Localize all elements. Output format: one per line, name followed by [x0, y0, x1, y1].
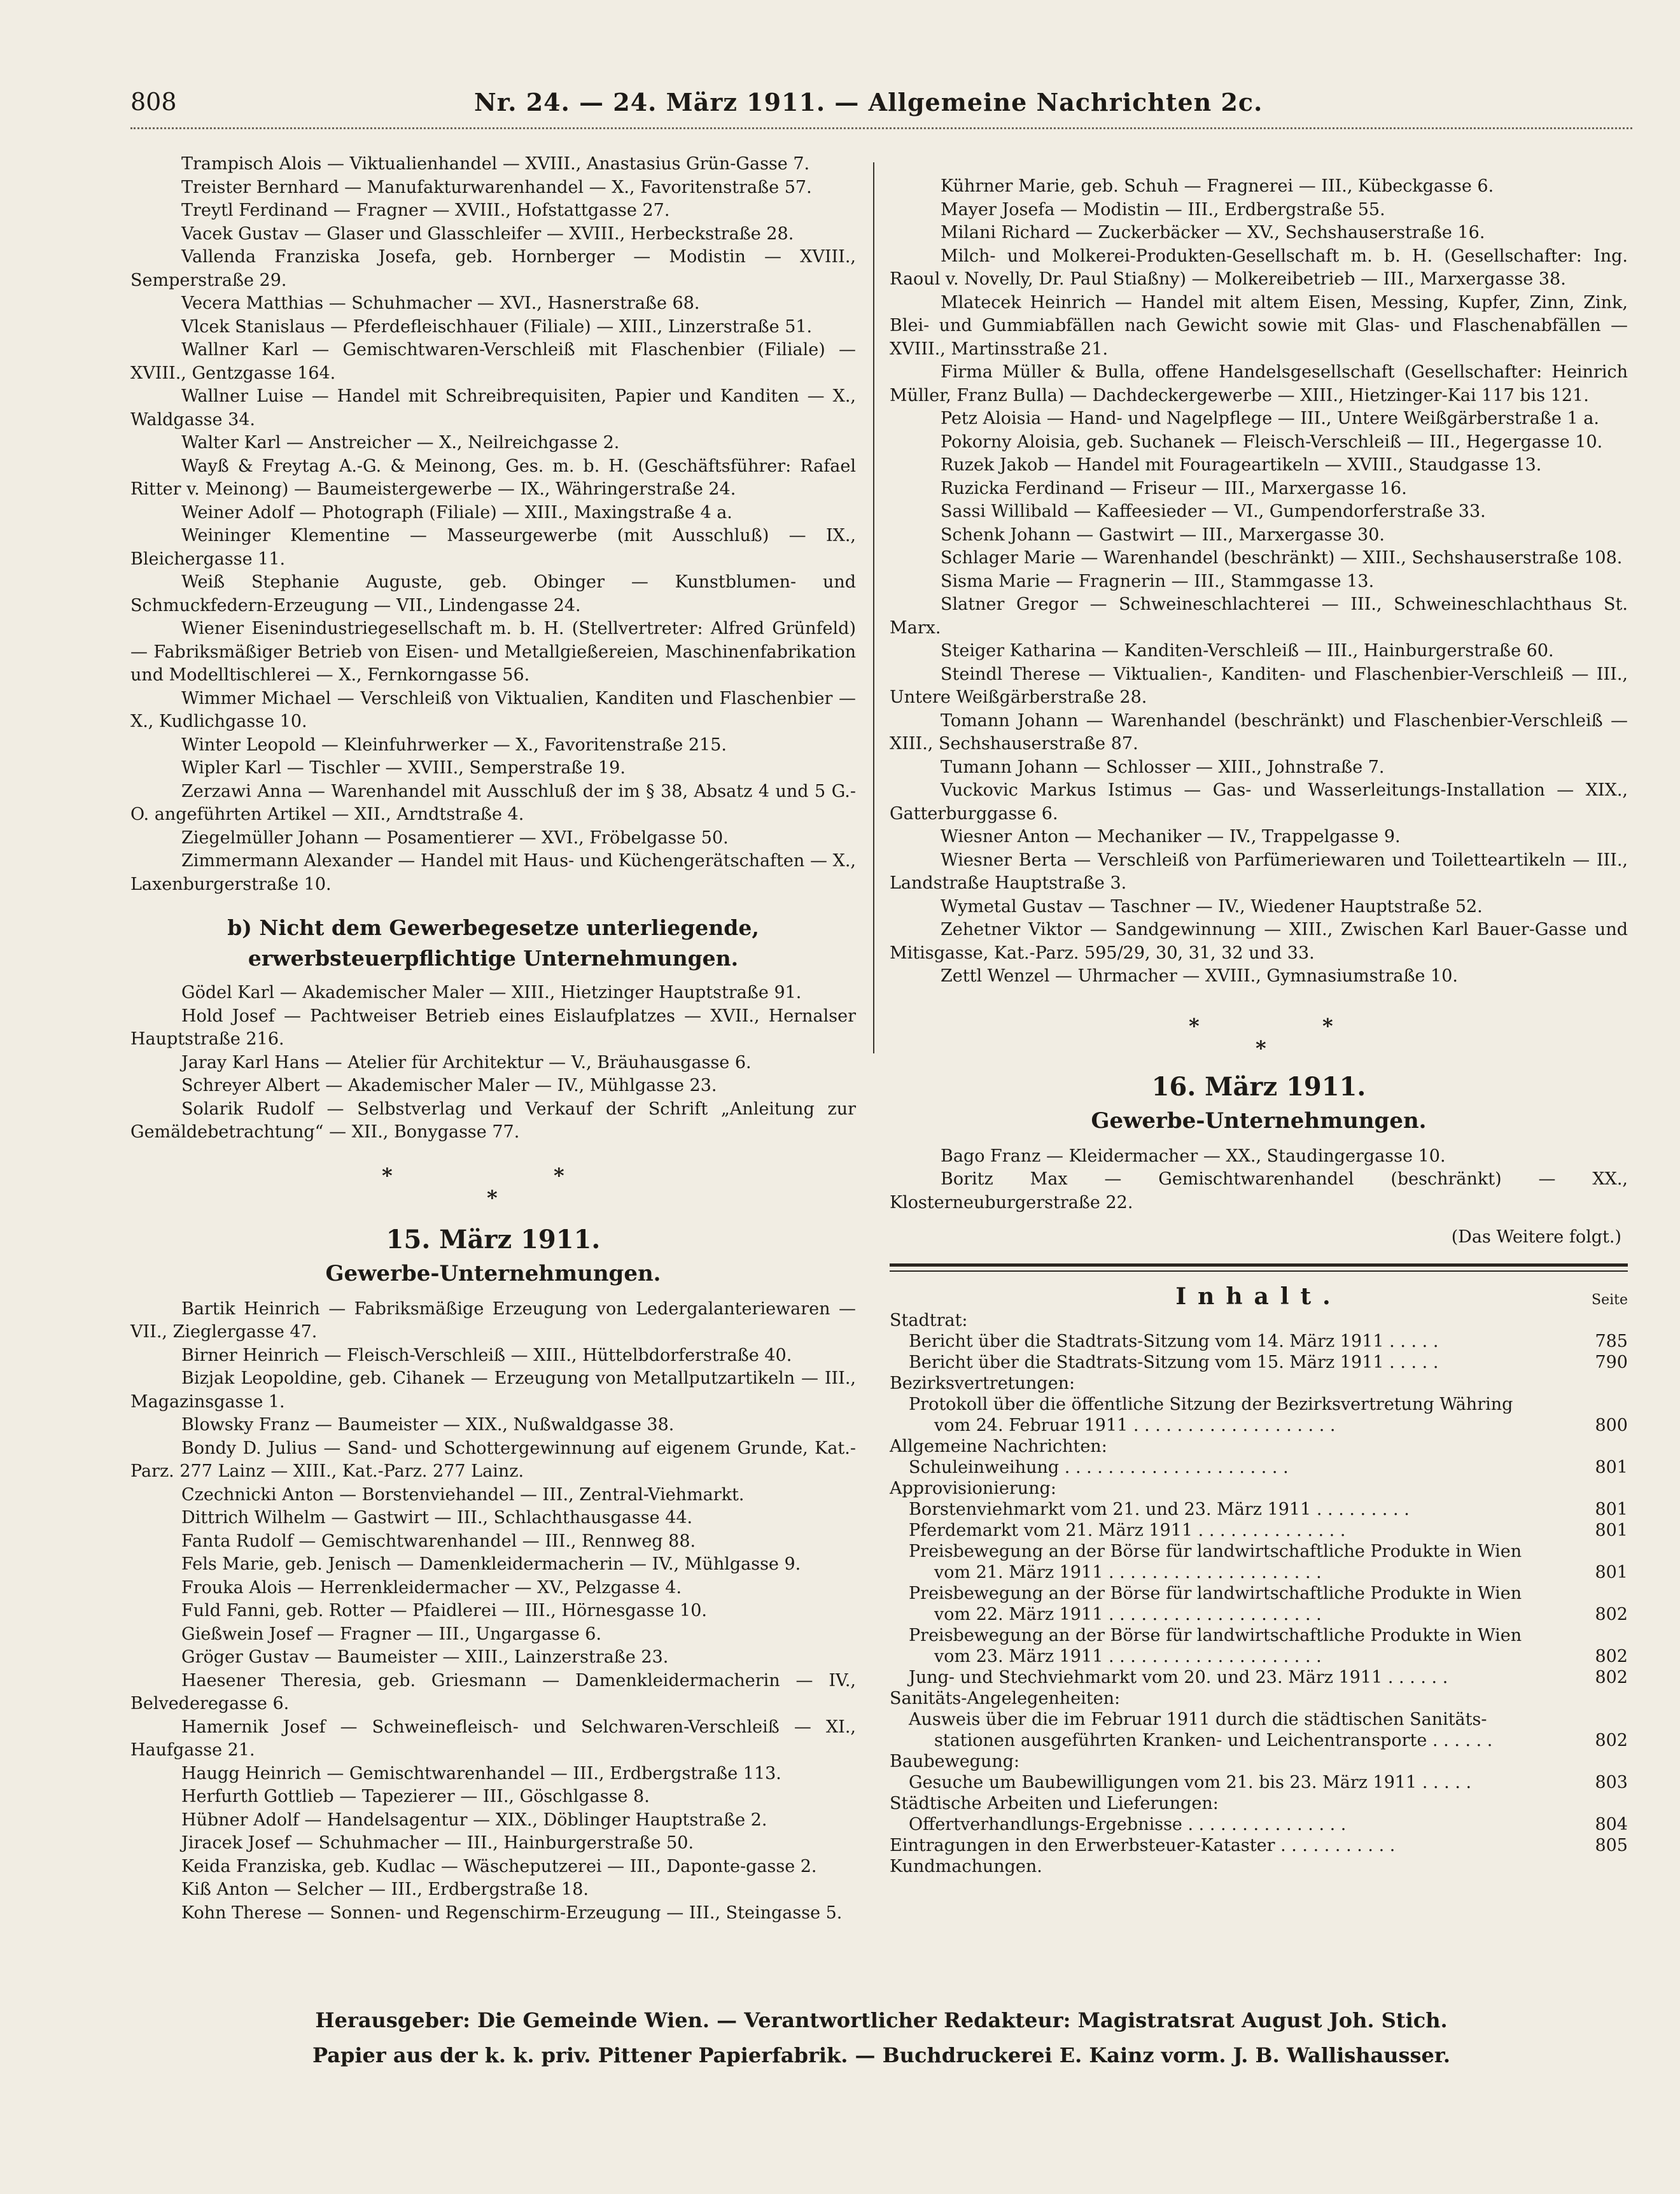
entry-text: Wayß & Freytag A.-G. & Meinong, Ges. m. b. H. (Geschäftsführer: Rafael Ritter v. Meinong) — Baumeistergewerbe — IX., Währingerstraße 24. — [130, 456, 856, 499]
list-item — [130, 1005, 856, 1051]
list-item — [890, 918, 1628, 965]
entry-text: Wiesner Berta — Verschleiß von Parfümeriewaren und Toiletteartikeln — III., Landstraße Hauptstraße 3. — [890, 850, 1628, 893]
list-item — [890, 454, 1628, 477]
toc-label: Städtische Arbeiten und Lieferungen: — [890, 1794, 1219, 1813]
toc-page-number: 802 — [1595, 1605, 1628, 1624]
entry-text: Frouka Alois — Herrenkleidermacher — XV., Pelzgasse 4. — [181, 1577, 682, 1598]
entry-text: Wimmer Michael — Verschleiß von Viktualien, Kanditen und Flaschenbier — X., Kudlichgasse 10. — [130, 688, 856, 731]
toc-label: Preisbewegung an der Börse für landwirtschaftliche Produkte in Wien — [909, 1584, 1522, 1603]
entry-text: Kohn Therese — Sonnen- und Regenschirm-Erzeugung — III., Steingasse 5. — [181, 1902, 843, 1923]
date-heading: 15. März 1911. — [386, 1224, 601, 1255]
toc-label: Stadtrat: — [890, 1311, 968, 1330]
entry-text: Boritz Max — Gemischtwarenhandel (beschränkt) — XX., Klosterneuburgerstraße 22. — [890, 1169, 1628, 1213]
entry-text: Vuckovic Markus Istimus — Gas- und Wasserleitungs-Installation — XIX., Gatterburggasse 6. — [890, 780, 1628, 824]
entry-text: Slatner Gregor — Schweineschlachterei — III., Schweineschlachthaus St. Marx. — [890, 594, 1628, 638]
entry-list — [130, 153, 856, 896]
toc-label: Bericht über die Stadtrats-Sitzung vom 14. März 1911 . . . . . — [909, 1332, 1439, 1351]
toc-label: Borstenviehmarkt vom 21. und 23. März 1911 . . . . . . . . . — [909, 1500, 1410, 1519]
asterisk: * — [1256, 1036, 1266, 1060]
entry-text: Schreyer Albert — Akademischer Maler — IV., Mühlgasse 23. — [181, 1076, 717, 1095]
toc-row — [890, 1814, 1628, 1835]
entry-text: Treister Bernhard — Manufakturwarenhandel — X., Favoritenstraße 57. — [181, 177, 812, 197]
list-item — [130, 757, 856, 780]
entry-text: Wiesner Anton — Mechaniker — IV., Trappelgasse 9. — [941, 827, 1401, 847]
entry-text: Hold Josef — Pachtweiser Betrieb eines Eislaufplatzes — XVII., Hernalser Hauptstraße 216. — [130, 1006, 856, 1049]
toc-row — [890, 1751, 1628, 1772]
asterisk: * — [487, 1185, 498, 1210]
entry-text: Hamernik Josef — Schweinefleisch- und Selchwaren-Verschleiß — XI., Haufgasse 21. — [130, 1717, 856, 1760]
list-item — [130, 1878, 856, 1902]
entry-text: Sisma Marie — Fragnerin — III., Stammgasse 13. — [941, 571, 1375, 591]
toc-row — [890, 1835, 1628, 1856]
entry-text: Winter Leopold — Kleinfuhrwerker — X., Favoritenstraße 215. — [181, 735, 727, 755]
entry-text: Weiner Adolf — Photograph (Filiale) — XIII., Maxingstraße 4 a. — [181, 502, 732, 523]
toc-page-number: 801 — [1595, 1521, 1628, 1540]
list-item — [130, 734, 856, 757]
toc-page-number: 804 — [1595, 1815, 1628, 1834]
entry-text: Treytl Ferdinand — Fragner — XVIII., Hofstattgasse 27. — [181, 200, 670, 220]
list-item — [890, 431, 1628, 454]
toc-row — [890, 1772, 1628, 1793]
toc-page-number: 805 — [1595, 1836, 1628, 1855]
list-item — [130, 1600, 856, 1623]
list-item — [890, 849, 1628, 896]
toc-row — [890, 1709, 1628, 1730]
entry-text: Zettl Wenzel — Uhrmacher — XVIII., Gymnasiumstraße 10. — [941, 966, 1458, 986]
toc-row — [890, 1625, 1628, 1646]
entry-text: Bago Franz — Kleidermacher — XX., Staudingergasse 10. — [941, 1146, 1446, 1166]
list-item — [130, 1832, 856, 1855]
toc-label: vom 21. März 1911 . . . . . . . . . . . . . . . . . . . . — [934, 1563, 1322, 1582]
toc-label: vom 24. Februar 1911 . . . . . . . . . . . . . . . . . . . — [934, 1416, 1336, 1435]
entry-text: Dittrich Wilhelm — Gastwirt — III., Schlachthausgasse 44. — [181, 1508, 693, 1528]
toc-row — [890, 1688, 1628, 1709]
list-item — [130, 176, 856, 200]
toc-label: Pferdemarkt vom 21. März 1911 . . . . . . . . . . . . . . — [909, 1521, 1346, 1540]
list-item — [890, 407, 1628, 431]
list-item — [130, 385, 856, 432]
column-divider — [873, 162, 874, 1053]
entry-text: Czechnicki Anton — Borstenviehandel — III., Zentral-Viehmarkt. — [181, 1484, 745, 1505]
entry-text: Tomann Johann — Warenhandel (beschränkt) und Flaschenbier-Verschleiß — XIII., Sechshauserstraße 87. — [890, 710, 1628, 754]
list-item — [130, 1577, 856, 1600]
list-item — [890, 663, 1628, 710]
toc-label: Eintragungen in den Erwerbsteuer-Kataster . . . . . . . . . . . — [890, 1836, 1396, 1855]
toc-row — [890, 1856, 1628, 1877]
entry-text: Wiener Eisenindustriegesellschaft m. b. H. (Stellvertreter: Alfred Grünfeld) — Fabriksmäßiger Betrieb von Eisen- und Metallgießereien, Maschinenfabrikation und Modelltischlerei — X., Fernkorngasse 56. — [130, 619, 856, 685]
list-item — [890, 779, 1628, 826]
toc-label: Protokoll über die öffentliche Sitzung der Bezirksvertretung Währing — [909, 1395, 1513, 1414]
list-item — [890, 500, 1628, 524]
entry-text: Firma Müller & Bulla, offene Handelsgesellschaft (Gesellschafter: Heinrich Müller, Franz Bulla) — Dachdeckergewerbe — XIII., Hietzinger-Kai 117 bis 121. — [890, 362, 1628, 405]
list-item — [130, 850, 856, 896]
entry-text: Gröger Gustav — Baumeister — XIII., Lainzerstraße 23. — [181, 1647, 669, 1667]
toc-label: Preisbewegung an der Börse für landwirtschaftliche Produkte in Wien — [909, 1542, 1522, 1561]
table-of-contents — [890, 1310, 1628, 1877]
list-item — [130, 1670, 856, 1716]
list-item — [130, 1785, 856, 1809]
toc-label: stationen ausgeführten Kranken- und Leichentransporte . . . . . . — [934, 1731, 1493, 1750]
list-item — [890, 199, 1628, 222]
right-column — [890, 175, 1628, 1877]
list-item — [130, 455, 856, 502]
entry-text: Walter Karl — Anstreicher — X., Neilreichgasse 2. — [181, 433, 620, 453]
entry-text: Tumann Johann — Schlosser — XIII., Johnstraße 7. — [941, 757, 1385, 777]
toc-row — [890, 1457, 1628, 1478]
list-item — [130, 1074, 856, 1098]
list-item — [130, 199, 856, 223]
entry-text: Fels Marie, geb. Jenisch — Damenkleidermacherin — IV., Mühlgasse 9. — [181, 1554, 801, 1574]
asterisk: * — [554, 1163, 564, 1188]
list-item — [890, 1145, 1628, 1169]
toc-page-number: 801 — [1595, 1563, 1628, 1582]
toc-label: Offertverhandlungs-Ergebnisse . . . . . . . . . . . . . . . — [909, 1815, 1347, 1834]
entry-text: Gödel Karl — Akademischer Maler — XIII., Hietzinger Hauptstraße 91. — [181, 983, 802, 1002]
list-item — [890, 640, 1628, 663]
entry-text: Zimmermann Alexander — Handel mit Haus- und Küchengerätschaften — X., Laxenburgerstraße 10. — [130, 851, 856, 894]
toc-title-text: Inhalt. — [1175, 1283, 1342, 1310]
entry-text: Birner Heinrich — Fleisch-Verschleiß — XIII., Hüttelbdorferstraße 40. — [181, 1345, 792, 1365]
list-item — [130, 292, 856, 316]
entry-text: Petz Aloisia — Hand- und Nagelpflege — III., Untere Weißgärberstraße 1 a. — [941, 409, 1599, 428]
entry-text: Steiger Katharina — Kanditen-Verschleiß — III., Hainburgerstraße 60. — [941, 641, 1554, 661]
toc-page-number: 790 — [1595, 1353, 1628, 1372]
entry-text: Ruzek Jakob — Handel mit Fourageartikeln — XVIII., Staudgasse 13. — [941, 455, 1542, 475]
toc-rule — [890, 1263, 1628, 1267]
entry-text: Steindl Therese — Viktualien-, Kanditen- und Flaschenbier-Verschleiß — III., Untere Weißgärberstraße 28. — [890, 664, 1628, 707]
page-number: 808 — [130, 88, 177, 116]
list-item — [130, 1484, 856, 1507]
toc-row — [890, 1373, 1628, 1394]
entry-text: Weininger Klementine — Masseurgewerbe (mit Ausschluß) — IX., Bleichergasse 11. — [130, 526, 856, 569]
header-rule — [130, 127, 1632, 136]
list-item — [890, 965, 1628, 988]
entry-text: Pokorny Aloisia, geb. Suchanek — Fleisch-Verschleiß — III., Hegergasse 10. — [941, 432, 1603, 452]
list-item — [130, 339, 856, 385]
toc-label: Sanitäts-Angelegenheiten: — [890, 1689, 1121, 1708]
list-item — [130, 1530, 856, 1554]
toc-row — [890, 1352, 1628, 1373]
continued-note: (Das Weitere folgt.) — [1451, 1227, 1621, 1247]
list-item — [130, 1507, 856, 1530]
left-column — [130, 153, 856, 1925]
entry-text: Mayer Josefa — Modistin — III., Erdbergstraße 55. — [941, 199, 1385, 220]
list-item — [890, 826, 1628, 849]
toc-label: vom 23. März 1911 . . . . . . . . . . . . . . . . . . . . — [934, 1647, 1322, 1666]
issue-title: Nr. 24. — 24. März 1911. — Allgemeine Nachrichten 2c. — [474, 88, 1263, 116]
entry-text: Weiß Stephanie Auguste, geb. Obinger — Kunstblumen- und Schmuckfedern-Erzeugung — VII., Lindengasse 24. — [130, 572, 856, 615]
toc-row — [890, 1331, 1628, 1352]
toc-label: Allgemeine Nachrichten: — [890, 1437, 1107, 1456]
toc-label: Preisbewegung an der Börse für landwirtschaftliche Produkte in Wien — [909, 1626, 1522, 1645]
toc-row — [890, 1394, 1628, 1415]
asterisk-separator — [130, 1144, 856, 1221]
list-item — [890, 1168, 1628, 1214]
toc-label: Baubewegung: — [890, 1752, 1020, 1771]
asterisk: * — [382, 1163, 393, 1188]
toc-label: Approvisionierung: — [890, 1479, 1056, 1498]
entry-text: Wymetal Gustav — Taschner — IV., Wiedener Hauptstraße 52. — [941, 896, 1483, 917]
list-item — [890, 756, 1628, 780]
toc-row — [890, 1499, 1628, 1520]
entry-text: Trampisch Alois — Viktualienhandel — XVIII., Anastasius Grün-Gasse 7. — [181, 154, 810, 174]
list-item — [130, 571, 856, 617]
toc-page-number: 801 — [1595, 1458, 1628, 1477]
entry-text: Kührner Marie, geb. Schuh — Fragnerei — III., Kübeckgasse 6. — [941, 176, 1494, 196]
list-item — [130, 1553, 856, 1577]
toc-page-number: 802 — [1595, 1668, 1628, 1687]
list-item — [890, 570, 1628, 594]
list-item — [130, 153, 856, 176]
entry-text: Blowsky Franz — Baumeister — XIX., Nußwaldgasse 38. — [181, 1415, 675, 1435]
toc-row — [890, 1667, 1628, 1688]
list-item — [130, 1437, 856, 1484]
toc-page-label: Seite — [1592, 1292, 1628, 1308]
page-header — [130, 83, 1632, 134]
list-item — [890, 245, 1628, 292]
list-item — [130, 1902, 856, 1925]
entry-text: Sassi Willibald — Kaffeesieder — VI., Gumpendorferstraße 33. — [941, 502, 1486, 521]
asterisk: * — [1322, 1013, 1333, 1038]
toc-page-number: 785 — [1595, 1332, 1628, 1351]
sub-heading: Gewerbe-Unternehmungen. — [1091, 1108, 1427, 1134]
entry-text: Milch- und Molkerei-Produkten-Gesellschaft m. b. H. (Gesellschafter: Ing. Raoul v. Novelly, Dr. Paul Stiaßny) — Molkereibetrieb — III., Marxergasse 38. — [890, 246, 1628, 289]
list-item — [130, 981, 856, 1005]
asterisk: * — [1189, 1013, 1200, 1038]
entry-text: Bartik Heinrich — Fabriksmäßige Erzeugung von Ledergalanteriewaren — VII., Zieglergasse 47. — [130, 1298, 856, 1342]
toc-row — [890, 1793, 1628, 1814]
toc-row — [890, 1520, 1628, 1541]
publisher-line: Herausgeber: Die Gemeinde Wien. — Verantwortlicher Redakteur: Magistratsrat August Joh. Stich. — [315, 2008, 1448, 2032]
entry-text: Ziegelmüller Johann — Posamentierer — XVI., Fröbelgasse 50. — [181, 827, 729, 848]
entry-text: Vlcek Stanislaus — Pferdefleischhauer (Filiale) — XIII., Linzerstraße 51. — [181, 316, 813, 337]
toc-label: Bericht über die Stadtrats-Sitzung vom 15. März 1911 . . . . . — [909, 1353, 1439, 1372]
toc-label: Kundmachungen. — [890, 1857, 1042, 1876]
entry-text: Haugg Heinrich — Gemischtwarenhandel — III., Erdbergstraße 113. — [181, 1763, 781, 1783]
entry-text: Kiß Anton — Selcher — III., Erdbergstraße 18. — [181, 1880, 589, 1899]
toc-page-number: 802 — [1595, 1647, 1628, 1666]
entry-text: Milani Richard — Zuckerbäcker — XV., Sechshauserstraße 16. — [941, 223, 1485, 243]
entry-text: Zehetner Viktor — Sandgewinnung — XIII., Zwischen Karl Bauer-Gasse und Mitisgasse, Kat.-Parz. 595/29, 30, 31, 32 und 33. — [890, 920, 1628, 963]
entry-text: Herfurth Gottlieb — Tapezierer — III., Göschlgasse 8. — [181, 1787, 650, 1806]
toc-row — [890, 1583, 1628, 1604]
list-item — [130, 1762, 856, 1786]
list-item — [130, 1367, 856, 1414]
entry-text: Gießwein Josef — Fragner — III., Ungargasse 6. — [181, 1624, 602, 1644]
list-item — [130, 1098, 856, 1144]
toc-row — [890, 1604, 1628, 1625]
toc-page-number: 802 — [1595, 1731, 1628, 1750]
entry-text: Solarik Rudolf — Selbstverlag und Verkauf der Schrift „Anleitung zur Gemäldebetrachtung“ — XII., Bonygasse 77. — [130, 1099, 856, 1142]
list-item — [130, 246, 856, 292]
list-item — [130, 1344, 856, 1368]
section-b-title: b) Nicht dem Gewerbegesetze unterliegende, erwerbsteuerpflichtige Unternehmungen. — [227, 915, 759, 971]
entry-text: Schlager Marie — Warenhandel (beschränkt) — XIII., Sechshauserstraße 108. — [941, 548, 1623, 568]
entry-text: Wallner Karl — Gemischtwaren-Verschleiß mit Flaschenbier (Filiale) — XVIII., Gentzgasse 164. — [130, 340, 856, 383]
entry-text: Wipler Karl — Tischler — XVIII., Semperstraße 19. — [181, 758, 626, 778]
list-item — [890, 710, 1628, 756]
list-item — [130, 524, 856, 571]
list-item — [890, 222, 1628, 245]
list-item — [130, 1646, 856, 1670]
entry-text: Jiracek Josef — Schuhmacher — III., Hainburgerstraße 50. — [181, 1833, 694, 1853]
toc-page-number: 803 — [1595, 1773, 1628, 1792]
toc-row — [890, 1646, 1628, 1667]
toc-label: Ausweis über die im Februar 1911 durch die städtischen Sanitäts- — [909, 1710, 1487, 1729]
entry-text: Keida Franziska, geb. Kudlac — Wäscheputzerei — III., Daponte-gasse 2. — [181, 1856, 817, 1876]
entry-text: Fanta Rudolf — Gemischtwarenhandel — III., Rennweg 88. — [181, 1531, 696, 1551]
entry-text: Bizjak Leopoldine, geb. Cihanek — Erzeugung von Metallputzartikeln — III., Magazinsgasse 1. — [130, 1368, 856, 1412]
toc-row — [890, 1541, 1628, 1562]
list-item — [130, 502, 856, 525]
entry-text: Schenk Johann — Gastwirt — III., Marxergasse 30. — [941, 524, 1385, 545]
toc-row — [890, 1730, 1628, 1751]
list-item — [890, 477, 1628, 501]
toc-label: Schuleinweihung . . . . . . . . . . . . . . . . . . . . . — [909, 1458, 1289, 1477]
list-item — [890, 896, 1628, 919]
toc-row — [890, 1310, 1628, 1331]
list-item — [130, 432, 856, 455]
toc-label: vom 22. März 1911 . . . . . . . . . . . . . . . . . . . . — [934, 1605, 1322, 1624]
entry-text: Haesener Theresia, geb. Griesmann — Damenkleidermacherin — IV., Belvederegasse 6. — [130, 1670, 856, 1713]
list-item — [130, 1414, 856, 1437]
list-item — [130, 687, 856, 734]
entry-text: Zerzawi Anna — Warenhandel mit Ausschluß der im § 38, Absatz 4 und 5 G.-O. angeführten Artikel — XII., Arndtstraße 4. — [130, 781, 856, 824]
list-item — [890, 524, 1628, 547]
toc-label: Gesuche um Baubewilligungen vom 21. bis 23. März 1911 . . . . . — [909, 1773, 1472, 1792]
entry-list — [890, 1145, 1628, 1215]
toc-row — [890, 1562, 1628, 1583]
list-item — [890, 593, 1628, 640]
entry-text: Bondy D. Julius — Sand- und Schottergewinnung auf eigenem Grunde, Kat.-Parz. 277 Lainz — XIII., Kat.-Parz. 277 Lainz. — [130, 1438, 856, 1481]
list-item — [130, 617, 856, 687]
list-item — [890, 292, 1628, 362]
toc-rule — [890, 1270, 1628, 1272]
sub-heading: Gewerbe-Unternehmungen. — [325, 1260, 661, 1286]
toc-page-number: 800 — [1595, 1416, 1628, 1435]
entry-text: Ruzicka Ferdinand — Friseur — III., Marxergasse 16. — [941, 478, 1407, 498]
toc-title — [890, 1283, 1628, 1310]
toc-row — [890, 1415, 1628, 1436]
list-item — [890, 175, 1628, 199]
entry-text: Wallner Luise — Handel mit Schreibrequisiten, Papier und Kanditen — X., Waldgasse 34. — [130, 386, 856, 430]
list-item — [130, 827, 856, 850]
toc-row — [890, 1478, 1628, 1499]
toc-label: Bezirksvertretungen: — [890, 1374, 1075, 1393]
printer-line: Papier aus der k. k. priv. Pittener Papierfabrik. — Buchdruckerei E. Kainz vorm. J. B. Wallishausser. — [312, 2043, 1450, 2067]
asterisk-separator — [890, 988, 1628, 1068]
list-item — [130, 1809, 856, 1832]
list-item — [130, 316, 856, 339]
list-item — [130, 1623, 856, 1647]
toc-page-number: 801 — [1595, 1500, 1628, 1519]
entry-text: Vallenda Franziska Josefa, geb. Hornberger — Modistin — XVIII., Semperstraße 29. — [130, 247, 856, 290]
list-item — [130, 223, 856, 246]
date-heading: 16. März 1911. — [1151, 1071, 1366, 1102]
toc-row — [890, 1436, 1628, 1457]
entry-list — [890, 175, 1628, 988]
list-item — [130, 1298, 856, 1344]
entry-text: Vacek Gustav — Glaser und Glasschleifer — XVIII., Herbeckstraße 28. — [181, 223, 794, 244]
entry-list — [130, 1298, 856, 1925]
entry-list — [130, 981, 856, 1144]
entry-text: Jaray Karl Hans — Atelier für Architektur — V., Bräuhausgasse 6. — [181, 1052, 752, 1072]
entry-text: Mlatecek Heinrich — Handel mit altem Eisen, Messing, Kupfer, Zinn, Zink, Blei- und Gummiabfällen nach Gewicht sowie mit Glas- und Flaschenabfällen — XVIII., Martinsstraße 21. — [890, 292, 1628, 359]
list-item — [130, 1716, 856, 1762]
list-item — [890, 547, 1628, 570]
entry-text: Vecera Matthias — Schuhmacher — XVI., Hasnerstraße 68. — [181, 293, 700, 313]
list-item — [130, 1855, 856, 1879]
list-item — [890, 361, 1628, 407]
list-item — [130, 780, 856, 827]
entry-text: Hübner Adolf — Handelsagentur — XIX., Döblinger Hauptstraße 2. — [181, 1810, 767, 1830]
entry-text: Fuld Fanni, geb. Rotter — Pfaidlerei — III., Hörnesgasse 10. — [181, 1601, 707, 1621]
list-item — [130, 1051, 856, 1075]
toc-label: Jung- und Stechviehmarkt vom 20. und 23. März 1911 . . . . . . — [909, 1668, 1448, 1687]
